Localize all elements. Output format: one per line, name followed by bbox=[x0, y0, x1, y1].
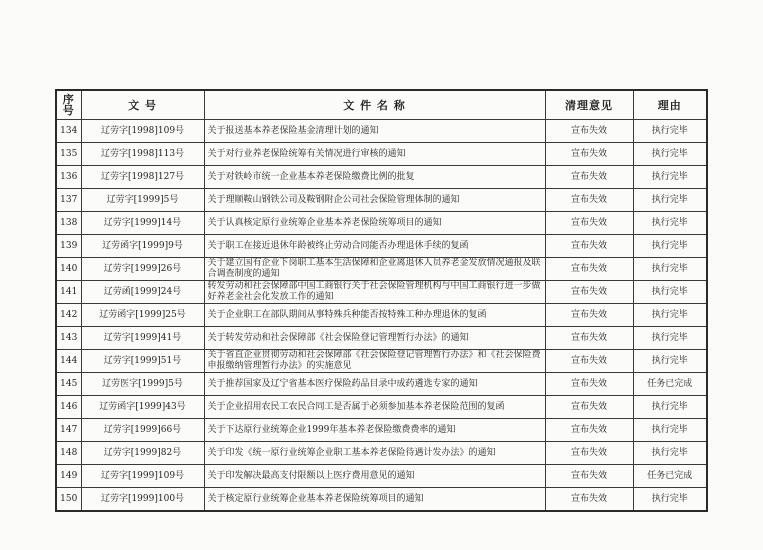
row-opinion: 宣布失效 bbox=[545, 304, 633, 327]
row-opinion: 宣布失效 bbox=[545, 120, 633, 143]
row-docno: 辽劳字[1998]109号 bbox=[81, 120, 204, 143]
row-opinion: 宣布失效 bbox=[545, 488, 633, 512]
row-seq: 143 bbox=[56, 327, 81, 350]
table-row bbox=[56, 350, 707, 373]
row-seq: 150 bbox=[56, 488, 81, 512]
row-docno: 辽劳函[1999]24号 bbox=[81, 281, 204, 304]
row-docno: 辽劳字[1999]51号 bbox=[81, 350, 204, 373]
document-table bbox=[55, 89, 708, 512]
row-title: 关于对行业养老保险统筹有关情况进行审核的通知 bbox=[204, 143, 545, 166]
row-reason: 执行完毕 bbox=[633, 120, 707, 143]
row-seq: 145 bbox=[56, 373, 81, 396]
row-opinion: 宣布失效 bbox=[545, 258, 633, 281]
row-reason: 执行完毕 bbox=[633, 258, 707, 281]
row-docno: 辽劳函字[1999]25号 bbox=[81, 304, 204, 327]
row-docno: 辽劳字[1999]5号 bbox=[81, 189, 204, 212]
row-seq: 140 bbox=[56, 258, 81, 281]
table-row bbox=[56, 442, 707, 465]
row-docno: 辽劳字[1998]113号 bbox=[81, 143, 204, 166]
row-title: 关于转发劳动和社会保障部《社会保险登记管理暂行办法》的通知 bbox=[204, 327, 545, 350]
table-row bbox=[56, 281, 707, 304]
table-row bbox=[56, 235, 707, 258]
table-row bbox=[56, 419, 707, 442]
table-row bbox=[56, 189, 707, 212]
table-header-row bbox=[56, 90, 707, 120]
row-reason: 执行完毕 bbox=[633, 235, 707, 258]
row-seq: 136 bbox=[56, 166, 81, 189]
row-reason: 执行完毕 bbox=[633, 166, 707, 189]
row-title: 关于理顺鞍山钢铁公司及鞍钢附企公司社会保险管理体制的通知 bbox=[204, 189, 545, 212]
row-reason: 执行完毕 bbox=[633, 350, 707, 373]
row-reason: 执行完毕 bbox=[633, 304, 707, 327]
header-docno: 文 号 bbox=[81, 90, 204, 120]
table-row bbox=[56, 304, 707, 327]
row-seq: 138 bbox=[56, 212, 81, 235]
row-title: 关于认真核定原行业统筹企业基本养老保险统筹项目的通知 bbox=[204, 212, 545, 235]
row-seq: 142 bbox=[56, 304, 81, 327]
row-seq: 149 bbox=[56, 465, 81, 488]
row-opinion: 宣布失效 bbox=[545, 327, 633, 350]
table-row bbox=[56, 396, 707, 419]
table-row bbox=[56, 212, 707, 235]
row-opinion: 宣布失效 bbox=[545, 281, 633, 304]
table-row bbox=[56, 465, 707, 488]
row-docno: 辽劳字[1999]26号 bbox=[81, 258, 204, 281]
row-title: 关于核定原行业统筹企业基本养老保险统筹项目的通知 bbox=[204, 488, 545, 512]
row-title: 关于报送基本养老保险基金清理计划的通知 bbox=[204, 120, 545, 143]
row-opinion: 宣布失效 bbox=[545, 442, 633, 465]
table-row bbox=[56, 327, 707, 350]
row-docno: 辽劳函字[1999]43号 bbox=[81, 396, 204, 419]
row-opinion: 宣布失效 bbox=[545, 465, 633, 488]
table-row bbox=[56, 488, 707, 512]
table-row bbox=[56, 143, 707, 166]
row-docno: 辽劳字[1999]100号 bbox=[81, 488, 204, 512]
row-reason: 执行完毕 bbox=[633, 488, 707, 512]
row-reason: 任务已完成 bbox=[633, 465, 707, 488]
table-body bbox=[56, 120, 707, 512]
row-reason: 执行完毕 bbox=[633, 327, 707, 350]
row-opinion: 宣布失效 bbox=[545, 350, 633, 373]
row-seq: 148 bbox=[56, 442, 81, 465]
row-seq: 141 bbox=[56, 281, 81, 304]
row-opinion: 宣布失效 bbox=[545, 143, 633, 166]
table-row bbox=[56, 258, 707, 281]
row-docno: 辽劳字[1999]82号 bbox=[81, 442, 204, 465]
row-docno: 辽劳字[1998]127号 bbox=[81, 166, 204, 189]
row-opinion: 宣布失效 bbox=[545, 189, 633, 212]
row-seq: 134 bbox=[56, 120, 81, 143]
row-reason: 执行完毕 bbox=[633, 396, 707, 419]
row-docno: 辽劳函字[1999]9号 bbox=[81, 235, 204, 258]
row-docno: 辽劳医字[1999]5号 bbox=[81, 373, 204, 396]
row-opinion: 宣布失效 bbox=[545, 373, 633, 396]
row-opinion: 宣布失效 bbox=[545, 166, 633, 189]
row-reason: 执行完毕 bbox=[633, 212, 707, 235]
row-title: 关于印发《统一原行业统筹企业职工基本养老保险待遇计发办法》的通知 bbox=[204, 442, 545, 465]
table-row bbox=[56, 120, 707, 143]
row-seq: 137 bbox=[56, 189, 81, 212]
row-reason: 执行完毕 bbox=[633, 442, 707, 465]
row-title: 关于企业招用农民工农民合同工是否属于必须参加基本养老保险范围的复函 bbox=[204, 396, 545, 419]
row-seq: 147 bbox=[56, 419, 81, 442]
row-title: 关于省直企业贯彻劳动和社会保障部《社会保险登记管理暂行办法》和《社会保险费申报缴纳管理暂行办法》的实施意见 bbox=[204, 350, 545, 373]
header-seq: 序号 bbox=[56, 90, 81, 120]
row-seq: 146 bbox=[56, 396, 81, 419]
row-opinion: 宣布失效 bbox=[545, 235, 633, 258]
row-title: 转发劳动和社会保障部中国工商银行关于社会保险管理机构与中国工商银行进一步做好养老金社会化发放工作的通知 bbox=[204, 281, 545, 304]
row-opinion: 宣布失效 bbox=[545, 212, 633, 235]
row-reason: 执行完毕 bbox=[633, 143, 707, 166]
header-reason: 理由 bbox=[633, 90, 707, 120]
row-docno: 辽劳字[1999]41号 bbox=[81, 327, 204, 350]
row-reason: 执行完毕 bbox=[633, 189, 707, 212]
row-docno: 辽劳字[1999]109号 bbox=[81, 465, 204, 488]
row-docno: 辽劳字[1999]14号 bbox=[81, 212, 204, 235]
header-title: 文 件 名 称 bbox=[204, 90, 545, 120]
row-seq: 139 bbox=[56, 235, 81, 258]
row-seq: 144 bbox=[56, 350, 81, 373]
row-reason: 任务已完成 bbox=[633, 373, 707, 396]
row-title: 关于对铁岭市统一企业基本养老保险缴费比例的批复 bbox=[204, 166, 545, 189]
row-docno: 辽劳字[1999]66号 bbox=[81, 419, 204, 442]
header-opinion: 清理意见 bbox=[545, 90, 633, 120]
row-reason: 执行完毕 bbox=[633, 419, 707, 442]
table-row bbox=[56, 373, 707, 396]
row-seq: 135 bbox=[56, 143, 81, 166]
row-title: 关于企业职工在部队期间从事特殊兵种能否按特殊工种办理退休的复函 bbox=[204, 304, 545, 327]
table-row bbox=[56, 166, 707, 189]
row-title: 关于建立国有企业下岗职工基本生活保障和企业离退休人员养老金发放情况通报及联合调查制度的通知 bbox=[204, 258, 545, 281]
row-opinion: 宣布失效 bbox=[545, 419, 633, 442]
row-opinion: 宣布失效 bbox=[545, 396, 633, 419]
row-title: 关于下达原行业统筹企业1999年基本养老保险缴费费率的通知 bbox=[204, 419, 545, 442]
row-title: 关于印发解决最高支付限额以上医疗费用意见的通知 bbox=[204, 465, 545, 488]
row-title: 关于职工在接近退休年龄被终止劳动合同能否办理退休手续的复函 bbox=[204, 235, 545, 258]
row-reason: 执行完毕 bbox=[633, 281, 707, 304]
row-title: 关于推荐国家及辽宁省基本医疗保险药品目录中成药遴选专家的通知 bbox=[204, 373, 545, 396]
